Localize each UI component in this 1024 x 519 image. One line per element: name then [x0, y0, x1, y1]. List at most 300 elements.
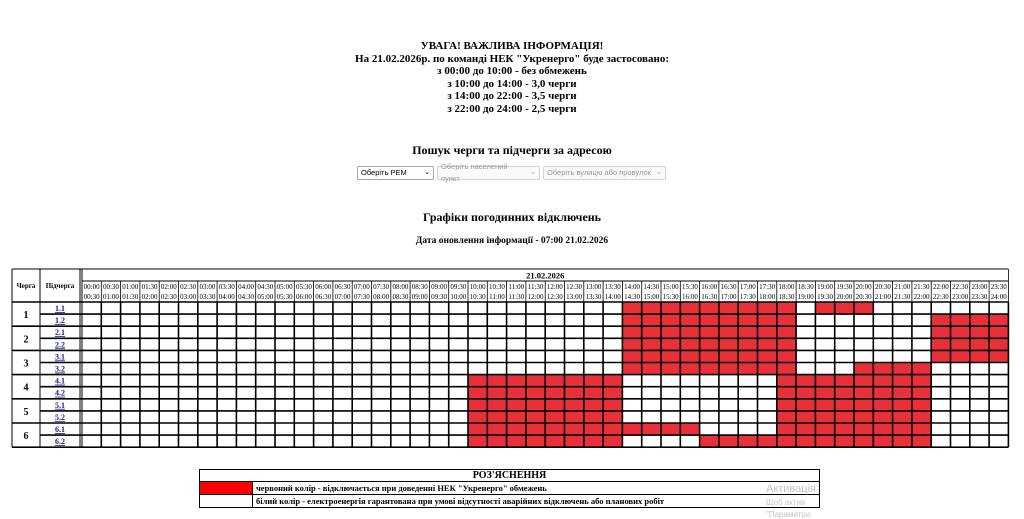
- slot-start-time: 06:30: [334, 283, 351, 291]
- outage-cell: [815, 435, 834, 447]
- outage-cell: [835, 411, 854, 423]
- windows-activation-watermark: [766, 483, 816, 519]
- outage-cell: [815, 423, 834, 435]
- outage-cell: [700, 302, 719, 314]
- subqueue-link: 5.2: [55, 412, 65, 422]
- outage-cell: [680, 302, 699, 314]
- chevron-down-icon: ⌄: [530, 169, 536, 176]
- outage-cell: [642, 302, 661, 314]
- schedule-date: 21.02.2026: [526, 270, 565, 281]
- outage-cell: [661, 302, 680, 314]
- outage-cell: [951, 338, 970, 350]
- outage-cell: [796, 411, 815, 423]
- queue-number: 1: [23, 310, 29, 322]
- slot-start-time: 07:30: [373, 283, 390, 291]
- subqueue-link: 4.2: [55, 388, 65, 398]
- outage-cell: [873, 423, 892, 435]
- outage-cell: [565, 375, 584, 387]
- outage-cell: [622, 423, 641, 435]
- outage-cell: [893, 423, 912, 435]
- slot-start-time: 23:30: [990, 283, 1007, 291]
- slot-start-time: 01:00: [122, 283, 139, 291]
- outage-cell: [719, 314, 738, 326]
- queue-number: 3: [23, 358, 29, 370]
- slot-start-time: 14:00: [624, 283, 641, 291]
- schedules-title: Графіки погодинних відключень: [422, 210, 602, 224]
- slot-start-time: 18:00: [778, 283, 795, 291]
- slot-start-time: 08:00: [392, 283, 409, 291]
- slot-end-time: 04:00: [218, 293, 235, 301]
- outage-cell: [700, 326, 719, 338]
- slot-start-time: 00:00: [83, 283, 100, 291]
- slot-start-time: 21:30: [913, 283, 930, 291]
- subqueue-column-header: Підчерга: [45, 282, 75, 290]
- slot-end-time: 19:00: [797, 293, 814, 301]
- notice-line: з 22:00 до 24:00 - 2,5 черги: [447, 102, 577, 115]
- outage-cell: [700, 314, 719, 326]
- outage-cell: [487, 399, 506, 411]
- slot-end-time: 13:00: [566, 293, 583, 301]
- slot-start-time: 06:00: [315, 283, 332, 291]
- outage-cell: [565, 387, 584, 399]
- outage-cell: [777, 399, 796, 411]
- slot-end-time: 04:30: [238, 293, 255, 301]
- slot-end-time: 12:00: [527, 293, 544, 301]
- subqueue-link: 1.1: [55, 304, 65, 313]
- subqueue-link: 4.1: [55, 376, 65, 386]
- outage-cell: [584, 375, 603, 387]
- outage-cell: [680, 363, 699, 375]
- slot-start-time: 05:00: [276, 283, 293, 291]
- outage-cell: [738, 314, 757, 326]
- outage-cell: [893, 411, 912, 423]
- slot-end-time: 22:00: [913, 293, 930, 301]
- update-date: Дата оновлення інформації - 07:00 21.02.2026: [415, 236, 609, 246]
- slot-end-time: 09:30: [431, 293, 448, 301]
- outage-cell: [738, 435, 757, 447]
- slot-start-time: 10:00: [469, 283, 486, 291]
- slot-end-time: 05:30: [276, 293, 293, 301]
- slot-start-time: 17:00: [739, 283, 756, 291]
- outage-cell: [989, 314, 1008, 326]
- outage-cell: [719, 350, 738, 362]
- slot-end-time: 23:30: [971, 293, 988, 301]
- outage-cell: [468, 375, 487, 387]
- slot-end-time: 01:00: [102, 293, 119, 301]
- notice-line: УВАГА! ВАЖЛИВА ІНФОРМАЦІЯ!: [420, 40, 604, 52]
- slot-start-time: 15:00: [662, 283, 679, 291]
- legend-red-text: червоний колір - відключається при доведенні НЕК "Укренерго" обмежень: [256, 483, 547, 493]
- outage-cell: [738, 338, 757, 350]
- slot-end-time: 01:30: [122, 293, 139, 301]
- outage-cell: [931, 326, 950, 338]
- queue-number: 2: [23, 334, 29, 346]
- outage-cell: [835, 302, 854, 314]
- outage-cell: [507, 435, 526, 447]
- outage-cell: [700, 350, 719, 362]
- slot-end-time: 20:00: [836, 293, 853, 301]
- outage-cell: [758, 350, 777, 362]
- slot-end-time: 14:30: [624, 293, 641, 301]
- outage-cell: [873, 387, 892, 399]
- outage-cell: [738, 326, 757, 338]
- outage-cell: [603, 423, 622, 435]
- outage-cell: [835, 435, 854, 447]
- chevron-down-icon: ⌄: [656, 169, 662, 176]
- outage-cell: [622, 302, 641, 314]
- outage-cell: [603, 375, 622, 387]
- slot-end-time: 10:00: [450, 293, 467, 301]
- outage-cell: [565, 423, 584, 435]
- outage-cell: [661, 423, 680, 435]
- outage-cell: [815, 387, 834, 399]
- slot-start-time: 21:00: [894, 283, 911, 291]
- outage-cell: [468, 399, 487, 411]
- slot-end-time: 20:30: [855, 293, 872, 301]
- outage-cell: [545, 375, 564, 387]
- search-title: Пошук черги та підчерги за адресою: [412, 143, 612, 157]
- notice-line: На 21.02.2026р. по команді НЕК "Укренерго" буде застосовано:: [355, 52, 669, 65]
- outage-cell: [873, 375, 892, 387]
- slot-end-time: 17:00: [720, 293, 737, 301]
- outage-cell: [796, 375, 815, 387]
- queue-number: 4: [23, 382, 29, 394]
- slot-start-time: 14:30: [643, 283, 660, 291]
- outage-cell: [912, 435, 931, 447]
- outage-cell: [835, 375, 854, 387]
- outage-cell: [565, 399, 584, 411]
- outage-cell: [584, 399, 603, 411]
- red-swatch: [200, 482, 253, 494]
- slot-end-time: 19:30: [817, 293, 834, 301]
- outage-cell: [893, 375, 912, 387]
- subqueue-link: 1.2: [55, 316, 65, 326]
- outage-cell: [758, 302, 777, 314]
- notice-line: з 00:00 до 10:00 - без обмежень: [437, 65, 587, 78]
- slot-end-time: 02:30: [160, 293, 177, 301]
- outage-cell: [815, 302, 834, 314]
- outage-cell: [487, 411, 506, 423]
- subqueue-link: 6.1: [55, 425, 65, 434]
- slot-end-time: 08:00: [373, 293, 390, 301]
- outage-cell: [719, 302, 738, 314]
- slot-end-time: 16:00: [681, 293, 698, 301]
- outage-cell: [815, 411, 834, 423]
- slot-start-time: 03:00: [199, 283, 216, 291]
- outage-cell: [777, 411, 796, 423]
- slot-start-time: 11:30: [527, 283, 544, 291]
- outage-cell: [642, 363, 661, 375]
- blank-area: [826, 477, 1024, 519]
- outage-cell: [777, 302, 796, 314]
- slot-end-time: 23:00: [952, 293, 969, 301]
- outage-cell: [642, 314, 661, 326]
- legend: [199, 469, 820, 508]
- subqueue-link: 2.2: [55, 340, 65, 350]
- outage-cell: [758, 435, 777, 447]
- outage-cell: [951, 314, 970, 326]
- outage-cell: [661, 338, 680, 350]
- outage-cell: [893, 363, 912, 375]
- outage-cell: [642, 423, 661, 435]
- legend-row-white: [200, 495, 819, 507]
- slot-start-time: 19:30: [836, 283, 853, 291]
- slot-start-time: 23:00: [971, 283, 988, 291]
- outage-cell: [661, 350, 680, 362]
- outage-cell: [912, 387, 931, 399]
- legend-title: РОЗ'ЯСНЕННЯ: [200, 470, 819, 482]
- street-select-value: Оберіть вулицю або провулок: [547, 168, 651, 177]
- slot-start-time: 22:00: [932, 283, 949, 291]
- slot-start-time: 00:30: [102, 283, 119, 291]
- outage-cell: [893, 435, 912, 447]
- outage-cell: [487, 423, 506, 435]
- outage-cell: [719, 338, 738, 350]
- slot-end-time: 05:00: [257, 293, 274, 301]
- slot-end-time: 09:00: [411, 293, 428, 301]
- outage-cell: [893, 387, 912, 399]
- outage-cell: [873, 411, 892, 423]
- subqueue-link: 3.1: [55, 352, 65, 362]
- outage-cell: [970, 326, 989, 338]
- outage-cell: [661, 326, 680, 338]
- slot-end-time: 12:30: [546, 293, 563, 301]
- slot-start-time: 18:30: [797, 283, 814, 291]
- outage-cell: [873, 399, 892, 411]
- outage-cell: [738, 363, 757, 375]
- outage-cell: [854, 411, 873, 423]
- outage-cell: [565, 435, 584, 447]
- slot-end-time: 21:00: [874, 293, 891, 301]
- outage-cell: [854, 302, 873, 314]
- queue-column-header: Черга: [16, 282, 36, 290]
- slot-end-time: 07:30: [353, 293, 370, 301]
- subqueue-link: 2.1: [55, 328, 65, 338]
- outage-cell: [622, 350, 641, 362]
- slot-end-time: 14:00: [604, 293, 621, 301]
- subqueue-link: 5.1: [55, 400, 65, 410]
- slot-end-time: 11:00: [489, 293, 505, 301]
- outage-cell: [854, 387, 873, 399]
- slot-end-time: 18:00: [759, 293, 776, 301]
- outage-cell: [680, 326, 699, 338]
- outage-cell: [912, 411, 931, 423]
- slot-end-time: 15:00: [643, 293, 660, 301]
- watermark-line: Активація: [766, 483, 816, 495]
- outage-cell: [854, 375, 873, 387]
- outage-cell: [526, 411, 545, 423]
- outage-cell: [603, 399, 622, 411]
- outage-cell: [951, 326, 970, 338]
- outage-cell: [526, 375, 545, 387]
- outage-cell: [931, 350, 950, 362]
- outage-cell: [507, 375, 526, 387]
- outage-cell: [970, 338, 989, 350]
- outage-cell: [796, 387, 815, 399]
- outage-cell: [835, 399, 854, 411]
- slot-start-time: 04:30: [257, 283, 274, 291]
- slot-start-time: 12:00: [546, 283, 563, 291]
- slot-start-time: 02:30: [180, 283, 197, 291]
- slot-start-time: 20:00: [855, 283, 872, 291]
- outage-cell: [777, 326, 796, 338]
- outage-cell: [545, 387, 564, 399]
- slot-start-time: 16:30: [720, 283, 737, 291]
- outage-cell: [526, 387, 545, 399]
- watermark-line: "Параметри: [766, 510, 811, 519]
- slot-start-time: 13:00: [585, 283, 602, 291]
- slot-start-time: 16:00: [701, 283, 718, 291]
- locality-select-value: Оберіть населений пункт: [441, 162, 508, 183]
- outage-cell: [912, 423, 931, 435]
- outage-cell: [719, 435, 738, 447]
- slot-start-time: 05:30: [295, 283, 312, 291]
- slot-end-time: 15:30: [662, 293, 679, 301]
- slot-start-time: 03:30: [218, 283, 235, 291]
- outage-cell: [719, 363, 738, 375]
- outage-cell: [777, 338, 796, 350]
- outage-cell: [642, 350, 661, 362]
- slot-start-time: 07:00: [353, 283, 370, 291]
- subqueue-link: 3.2: [55, 364, 65, 374]
- outage-cell: [545, 411, 564, 423]
- white-swatch: [200, 495, 253, 507]
- outage-cell: [738, 302, 757, 314]
- outage-cell: [989, 338, 1008, 350]
- slot-end-time: 22:30: [932, 293, 949, 301]
- legend-white-text: білий колір - електроенергія гарантована при умові відсутності аварійних відключень або планових робіт: [256, 496, 665, 506]
- outage-cell: [661, 314, 680, 326]
- queue-number: 6: [23, 431, 29, 443]
- slot-end-time: 03:00: [180, 293, 197, 301]
- outage-cell: [545, 399, 564, 411]
- outage-cell: [931, 338, 950, 350]
- slot-start-time: 12:30: [566, 283, 583, 291]
- outage-cell: [603, 411, 622, 423]
- outage-cell: [777, 350, 796, 362]
- outage-cell: [777, 423, 796, 435]
- outage-cell: [507, 399, 526, 411]
- slot-start-time: 19:00: [817, 283, 834, 291]
- slot-end-time: 21:30: [894, 293, 911, 301]
- outage-cell: [584, 435, 603, 447]
- outage-cell: [777, 375, 796, 387]
- outage-cell: [622, 326, 641, 338]
- outage-cell: [680, 338, 699, 350]
- outage-cell: [835, 423, 854, 435]
- slot-end-time: 06:00: [295, 293, 312, 301]
- outage-cell: [507, 411, 526, 423]
- outage-cell: [796, 435, 815, 447]
- outage-cell: [584, 387, 603, 399]
- slot-end-time: 17:30: [739, 293, 756, 301]
- outage-cell: [526, 399, 545, 411]
- rem-select-value: Оберіть РЕМ: [361, 168, 407, 177]
- outage-cell: [873, 435, 892, 447]
- slot-start-time: 02:00: [160, 283, 177, 291]
- slot-start-time: 22:30: [952, 283, 969, 291]
- outage-cell: [931, 314, 950, 326]
- outage-cell: [584, 411, 603, 423]
- outage-cell: [526, 423, 545, 435]
- outage-cell: [680, 314, 699, 326]
- outage-cell: [893, 399, 912, 411]
- slot-start-time: 09:30: [450, 283, 467, 291]
- slot-end-time: 16:30: [701, 293, 718, 301]
- outage-cell: [507, 423, 526, 435]
- outage-cell: [526, 435, 545, 447]
- outage-cell: [758, 314, 777, 326]
- outage-cell: [642, 338, 661, 350]
- slot-end-time: 07:00: [334, 293, 351, 301]
- outage-cell: [642, 326, 661, 338]
- outage-cell: [873, 363, 892, 375]
- outage-cell: [622, 338, 641, 350]
- outage-cell: [738, 350, 757, 362]
- outage-cell: [719, 326, 738, 338]
- outage-cell: [970, 350, 989, 362]
- outage-cell: [970, 314, 989, 326]
- outage-cell: [796, 399, 815, 411]
- outage-cell: [777, 387, 796, 399]
- outage-cell: [622, 314, 641, 326]
- outage-cell: [565, 411, 584, 423]
- outage-cell: [912, 399, 931, 411]
- outage-cell: [700, 363, 719, 375]
- outage-cell: [545, 423, 564, 435]
- outage-cell: [603, 387, 622, 399]
- outage-cell: [680, 423, 699, 435]
- outage-cell: [661, 363, 680, 375]
- outage-cell: [584, 423, 603, 435]
- outage-cell: [545, 435, 564, 447]
- subqueue-link: 6.2: [55, 437, 65, 447]
- notice-line: з 14:00 до 22:00 - 3,5 черги: [447, 90, 577, 103]
- outage-cell: [758, 338, 777, 350]
- outage-cell: [854, 363, 873, 375]
- outage-cell: [796, 423, 815, 435]
- watermark-line: Щоб актив: [766, 498, 806, 507]
- slot-start-time: 04:00: [238, 283, 255, 291]
- outage-cell: [487, 375, 506, 387]
- slot-end-time: 18:30: [778, 293, 795, 301]
- slot-end-time: 24:00: [990, 293, 1007, 301]
- slot-end-time: 13:30: [585, 293, 602, 301]
- outage-cell: [700, 338, 719, 350]
- outage-cell: [989, 350, 1008, 362]
- outage-cell: [912, 375, 931, 387]
- outage-cell: [468, 435, 487, 447]
- slot-start-time: 17:30: [759, 283, 776, 291]
- outage-cell: [951, 350, 970, 362]
- slot-start-time: 13:30: [604, 283, 621, 291]
- slot-end-time: 06:30: [315, 293, 332, 301]
- outage-cell: [468, 423, 487, 435]
- slot-start-time: 01:30: [141, 283, 158, 291]
- outage-cell: [777, 314, 796, 326]
- slot-start-time: 08:30: [411, 283, 428, 291]
- outage-cell: [777, 363, 796, 375]
- legend-row-red: [200, 482, 819, 495]
- outage-cell: [507, 387, 526, 399]
- slot-end-time: 10:30: [469, 293, 486, 301]
- slot-start-time: 15:30: [681, 283, 698, 291]
- notice-line: з 10:00 до 14:00 - 3,0 черги: [447, 77, 577, 90]
- slot-end-time: 08:30: [392, 293, 409, 301]
- outage-cell: [854, 435, 873, 447]
- outage-cell: [700, 435, 719, 447]
- slot-start-time: 11:00: [508, 283, 525, 291]
